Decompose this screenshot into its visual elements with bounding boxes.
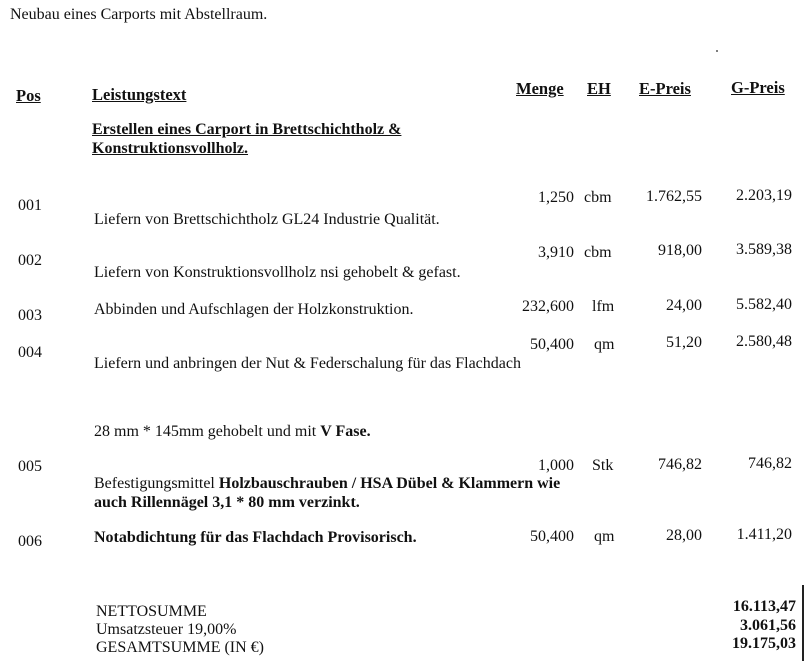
item-epreis: 51,20 bbox=[666, 334, 702, 351]
item-menge: 1,000 bbox=[538, 457, 574, 474]
item-text bbox=[94, 475, 560, 493]
item-eh: Stk bbox=[592, 457, 614, 474]
item-menge: 50,400 bbox=[530, 336, 574, 353]
section-heading-line2: Konstruktionsvollholz. bbox=[92, 140, 249, 157]
item-pos: 005 bbox=[18, 458, 42, 475]
header-gpreis: G-Preis bbox=[731, 78, 785, 97]
item-menge: 1,250 bbox=[538, 189, 574, 206]
header-epreis: E-Preis bbox=[639, 79, 691, 98]
header-pos: Pos bbox=[16, 86, 41, 105]
netto-value: 16.113,47 bbox=[732, 598, 796, 615]
item-text: Liefern von Brettschichtholz GL24 Industrie Qualität. bbox=[94, 211, 440, 228]
item-epreis: 918,00 bbox=[658, 242, 702, 259]
item-epreis: 28,00 bbox=[666, 527, 702, 544]
item-eh: qm bbox=[594, 336, 615, 353]
gesamt-label: GESAMTSUMME (IN €) bbox=[96, 639, 264, 656]
item-gpreis: 5.582,40 bbox=[736, 296, 792, 313]
item-pos: 002 bbox=[18, 252, 42, 269]
document-title: Neubau eines Carports mit Abstellraum. bbox=[10, 6, 268, 23]
item-pos: 003 bbox=[18, 307, 42, 324]
item-text-bold-line2: auch Rillennägel 3,1 * 80 mm verzinkt. bbox=[94, 494, 360, 511]
header-menge: Menge bbox=[516, 79, 564, 98]
item-epreis: 746,82 bbox=[658, 456, 702, 473]
ust-value: 3.061,56 bbox=[740, 617, 796, 634]
item-eh: cbm bbox=[584, 189, 612, 206]
item-gpreis: 1.411,20 bbox=[736, 526, 792, 543]
item-gpreis: 3.589,38 bbox=[736, 241, 792, 258]
netto-label: NETTOSUMME bbox=[96, 603, 207, 620]
item-note-plain: 28 mm * 145mm gehobelt und mit bbox=[94, 423, 321, 440]
item-epreis: 24,00 bbox=[666, 297, 702, 314]
item-note bbox=[94, 423, 371, 441]
header-leistungstext: Leistungstext bbox=[92, 85, 187, 104]
item-gpreis: 746,82 bbox=[748, 455, 792, 472]
gesamt-value: 19.175,03 bbox=[732, 635, 796, 652]
item-eh: cbm bbox=[584, 244, 612, 261]
item-menge: 232,600 bbox=[522, 298, 574, 315]
item-eh: lfm bbox=[592, 298, 615, 315]
item-epreis: 1.762,55 bbox=[646, 188, 702, 205]
item-text: Liefern von Konstruktionsvollholz nsi gehobelt & gefast. bbox=[94, 264, 461, 281]
item-eh: qm bbox=[594, 528, 615, 545]
header-eh: EH bbox=[587, 79, 611, 98]
ust-label: Umsatzsteuer 19,00% bbox=[96, 621, 237, 638]
item-pos: 004 bbox=[18, 344, 42, 361]
item-text-bold: Holzbauschrauben / HSA Dübel & Klammern wie bbox=[218, 475, 561, 492]
item-menge: 50,400 bbox=[530, 528, 574, 545]
item-pos: 006 bbox=[18, 533, 42, 550]
item-menge: 3,910 bbox=[538, 244, 574, 261]
section-heading-line1: Erstellen eines Carport in Brettschichtholz & bbox=[92, 121, 402, 138]
item-text: Liefern und anbringen der Nut & Federschalung für das Flachdach bbox=[94, 355, 521, 372]
item-note-bold: V Fase. bbox=[320, 423, 371, 440]
scan-speck bbox=[716, 50, 718, 52]
item-gpreis: 2.580,48 bbox=[736, 333, 792, 350]
item-text: Abbinden und Aufschlagen der Holzkonstruktion. bbox=[94, 301, 414, 318]
item-pos: 001 bbox=[18, 197, 42, 214]
item-text-plain: Befestigungsmittel bbox=[94, 475, 219, 492]
item-gpreis: 2.203,19 bbox=[736, 187, 792, 204]
item-text: Notabdichtung für das Flachdach Provisorisch. bbox=[94, 529, 417, 546]
